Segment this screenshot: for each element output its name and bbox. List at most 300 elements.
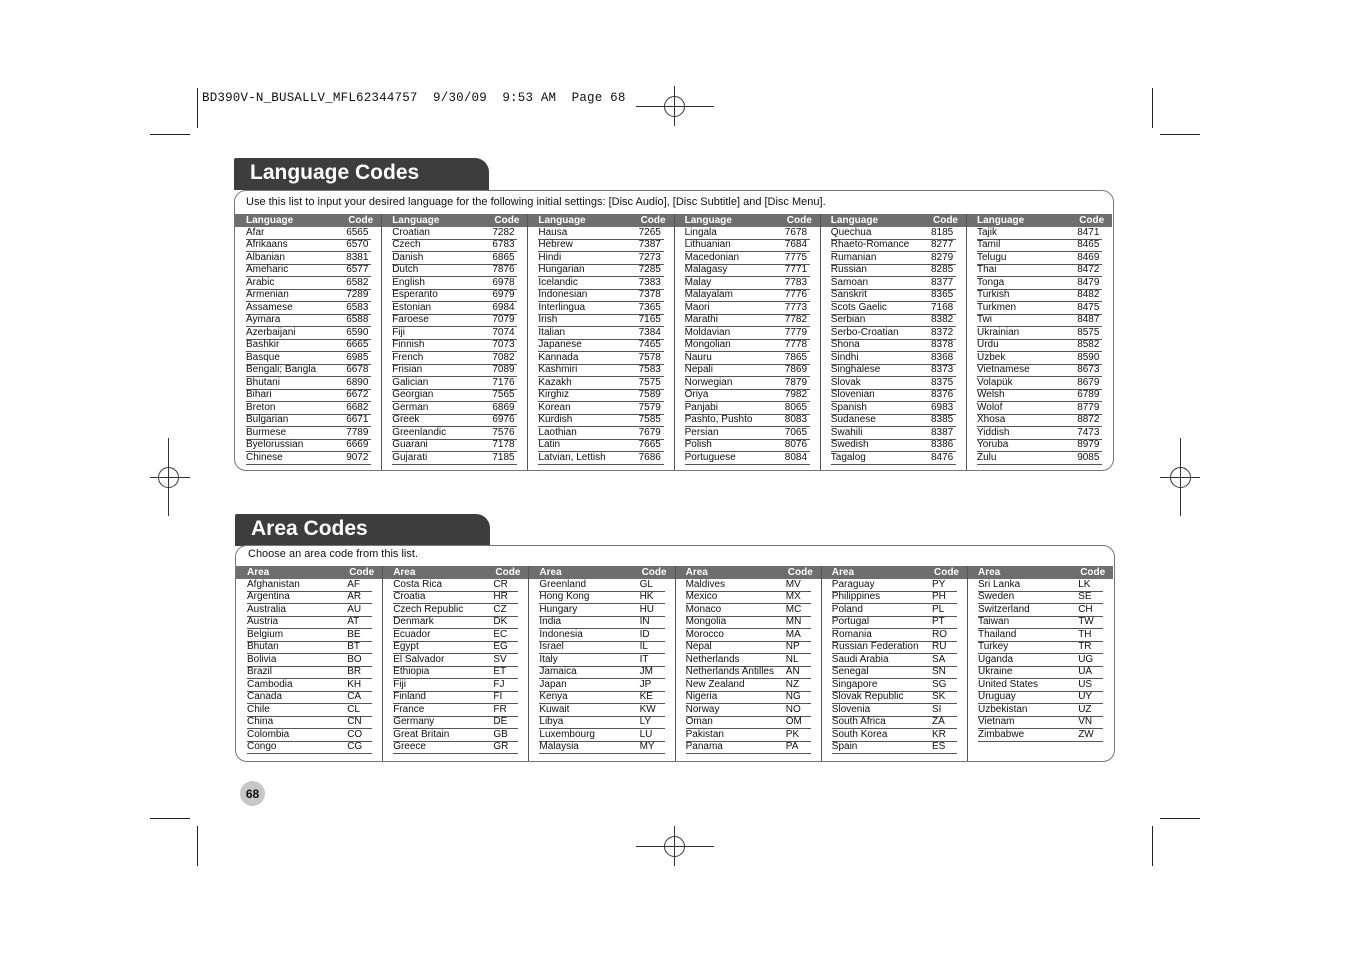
- table-row: [538, 352, 663, 365]
- language-code: 6588: [346, 314, 369, 326]
- area-code: CZ: [493, 603, 507, 615]
- table-row: [392, 352, 517, 365]
- area-code: DK: [493, 616, 508, 628]
- table-row: [392, 390, 517, 403]
- language-name: Macedonian: [684, 251, 740, 263]
- table-row: [392, 290, 517, 303]
- area-name: Belgium: [247, 628, 284, 640]
- language-code: 7585: [638, 414, 661, 426]
- table-row: [686, 592, 811, 605]
- header-code: Code: [932, 215, 958, 226]
- language-name: Wolof: [977, 401, 1003, 413]
- language-code: 6890: [346, 376, 369, 388]
- header-code: Code: [640, 215, 666, 226]
- language-name: Polish: [684, 439, 712, 451]
- area-name: Brazil: [247, 666, 273, 678]
- area-name: Switzerland: [978, 603, 1030, 615]
- table-row: [392, 265, 517, 278]
- language-name: Uzbek: [977, 351, 1006, 363]
- area-code: HK: [639, 591, 654, 603]
- language-name: Czech: [392, 239, 421, 251]
- area-code: SA: [931, 653, 946, 665]
- table-row: [247, 592, 372, 605]
- language-code: 7065: [784, 426, 808, 438]
- area-code: UG: [1078, 653, 1094, 665]
- language-code: 7982: [784, 389, 808, 401]
- area-code: LU: [639, 728, 653, 740]
- language-name: Singhalese: [830, 364, 881, 376]
- language-code: 8487: [1077, 314, 1100, 326]
- area-column: [967, 566, 1113, 742]
- area-code: CR: [493, 578, 508, 590]
- table-row: [393, 742, 518, 755]
- area-code: ES: [931, 741, 946, 753]
- language-name: Bihari: [246, 389, 272, 401]
- language-code: 7282: [492, 226, 515, 238]
- area-code: SV: [493, 653, 507, 665]
- table-row: [247, 579, 372, 592]
- table-row: [978, 667, 1103, 680]
- area-name: Costa Rica: [393, 578, 443, 590]
- language-code: 7473: [1077, 426, 1100, 438]
- language-code: 7775: [784, 251, 808, 263]
- language-name: Finnish: [392, 339, 425, 351]
- table-row: [831, 340, 956, 353]
- language-name: Faroese: [392, 314, 429, 326]
- area-code: EC: [493, 628, 508, 640]
- table-row: [977, 340, 1102, 353]
- area-name: Norway: [685, 703, 720, 715]
- area-code: PA: [785, 741, 799, 753]
- area-code: NL: [785, 653, 799, 665]
- area-name: Hungary: [539, 603, 578, 615]
- table-row: [977, 440, 1102, 453]
- table-row: [832, 629, 957, 642]
- table-row: [246, 340, 371, 353]
- area-name: Malaysia: [539, 741, 579, 753]
- area-name: Fiji: [393, 678, 406, 690]
- language-name: Malagasy: [684, 264, 728, 276]
- table-row: [538, 290, 663, 303]
- language-name: Kashmiri: [538, 364, 578, 376]
- header-name: Area: [539, 567, 562, 578]
- crop-mark: [150, 134, 190, 135]
- language-name: Bulgarian: [246, 414, 289, 426]
- table-row: [978, 704, 1103, 717]
- table-row: [685, 452, 810, 465]
- language-name: Estonian: [392, 301, 432, 313]
- table-row: [392, 365, 517, 378]
- language-code: 8479: [1077, 276, 1100, 288]
- area-code: IL: [639, 641, 648, 653]
- area-column-header: [528, 566, 674, 579]
- table-row: [686, 729, 811, 742]
- table-row: [978, 692, 1103, 705]
- table-row: [246, 427, 371, 440]
- table-row: [831, 365, 956, 378]
- table-row: [831, 402, 956, 415]
- table-row: [977, 415, 1102, 428]
- table-row: [832, 579, 957, 592]
- table-row: [832, 654, 957, 667]
- language-name: Swahili: [830, 426, 863, 438]
- language-name: Greek: [392, 414, 420, 426]
- area-code: FJ: [493, 678, 505, 690]
- language-code: 7779: [784, 326, 808, 338]
- table-row: [831, 240, 956, 253]
- area-column-header: [675, 566, 821, 579]
- table-row: [247, 729, 372, 742]
- language-name: Nauru: [684, 351, 712, 363]
- language-name: Welsh: [977, 389, 1005, 401]
- area-column: [821, 566, 967, 754]
- language-name: Swedish: [830, 439, 869, 451]
- area-name: Bolivia: [247, 653, 277, 665]
- language-code: 7465: [638, 339, 661, 351]
- table-row: [246, 277, 371, 290]
- table-row: [538, 377, 663, 390]
- language-code: 8373: [930, 364, 954, 376]
- table-row: [538, 365, 663, 378]
- area-name: Sri Lanka: [978, 578, 1021, 590]
- language-code: 8378: [930, 339, 954, 351]
- language-name: Indonesian: [538, 289, 588, 301]
- area-code: OM: [785, 716, 802, 728]
- table-row: [685, 340, 810, 353]
- area-name: Uruguay: [978, 691, 1016, 703]
- area-name: Greenland: [539, 578, 587, 590]
- language-code: 8368: [930, 351, 954, 363]
- table-row: [977, 427, 1102, 440]
- table-row: [686, 692, 811, 705]
- area-code: AR: [347, 591, 362, 603]
- table-row: [539, 592, 664, 605]
- area-code: UA: [1078, 666, 1093, 678]
- area-name: Russian Federation: [831, 641, 919, 653]
- table-row: [538, 240, 663, 253]
- table-row: [393, 717, 518, 730]
- table-row: [685, 277, 810, 290]
- language-column-header: [820, 214, 966, 227]
- table-row: [393, 629, 518, 642]
- header-name: Language: [392, 215, 440, 226]
- table-row: [538, 265, 663, 278]
- header-name: Language: [538, 215, 586, 226]
- area-name: Poland: [831, 603, 863, 615]
- language-name: Irish: [538, 314, 558, 326]
- header-name: Language: [246, 215, 294, 226]
- table-row: [247, 604, 372, 617]
- column-divider: [527, 214, 528, 470]
- column-divider: [675, 566, 676, 761]
- language-column: [527, 214, 673, 465]
- table-row: [686, 617, 811, 630]
- area-code: AT: [347, 616, 360, 628]
- area-name: Romania: [831, 628, 872, 640]
- table-row: [538, 252, 663, 265]
- table-row: [831, 427, 956, 440]
- area-code: GB: [493, 728, 508, 740]
- language-code: 6984: [492, 301, 515, 313]
- area-column-header: [821, 566, 967, 579]
- language-code: 7289: [346, 289, 369, 301]
- column-divider: [967, 566, 968, 761]
- table-row: [539, 579, 664, 592]
- language-code: 8377: [930, 276, 954, 288]
- area-code: TH: [1078, 628, 1092, 640]
- language-code: 6789: [1077, 389, 1100, 401]
- language-name: Dutch: [392, 264, 419, 276]
- area-code: KW: [639, 703, 656, 715]
- language-name: Gujarati: [392, 451, 428, 463]
- area-code: PL: [931, 603, 945, 615]
- table-row: [978, 679, 1103, 692]
- language-code: 8375: [930, 376, 954, 388]
- language-column-header: [235, 214, 381, 227]
- area-code: RO: [931, 628, 947, 640]
- table-row: [393, 704, 518, 717]
- language-code: 7684: [784, 239, 808, 251]
- table-row: [538, 390, 663, 403]
- language-code: 8387: [930, 426, 954, 438]
- language-code: 8372: [930, 326, 954, 338]
- table-row: [977, 290, 1102, 303]
- area-code: GR: [493, 741, 509, 753]
- area-code: MA: [785, 628, 801, 640]
- header-code: Code: [1080, 567, 1106, 578]
- area-name: Kuwait: [539, 703, 570, 715]
- table-row: [392, 240, 517, 253]
- language-codes-intro: Use this list to input your desired language for the following initial settings: [Disc Audio], [Disc Subtitle] and [Disc Menu].: [246, 196, 826, 208]
- table-row: [832, 617, 957, 630]
- language-code: 8472: [1077, 264, 1100, 276]
- language-name: Korean: [538, 401, 571, 413]
- language-name: Scots Gaelic: [830, 301, 887, 313]
- table-row: [685, 390, 810, 403]
- area-name: Libya: [539, 716, 564, 728]
- column-divider: [381, 214, 382, 470]
- crop-mark: [1152, 826, 1153, 866]
- language-code: 6671: [346, 414, 369, 426]
- table-row: [685, 415, 810, 428]
- area-name: Taiwan: [978, 616, 1010, 628]
- language-name: Armenian: [246, 289, 289, 301]
- language-name: Chinese: [246, 451, 283, 463]
- area-code: HU: [639, 603, 655, 615]
- language-name: Persian: [684, 426, 719, 438]
- area-column: [675, 566, 821, 754]
- area-code: US: [1078, 678, 1093, 690]
- language-code: 8076: [784, 439, 808, 451]
- area-code: GL: [639, 578, 653, 590]
- language-column-header: [527, 214, 673, 227]
- area-code: KE: [639, 691, 653, 703]
- area-name: Thailand: [978, 628, 1017, 640]
- language-code: 6783: [492, 239, 515, 251]
- table-row: [686, 629, 811, 642]
- table-row: [685, 365, 810, 378]
- table-row: [686, 717, 811, 730]
- table-row: [831, 227, 956, 240]
- table-row: [686, 642, 811, 655]
- language-name: Norwegian: [684, 376, 733, 388]
- table-row: [685, 227, 810, 240]
- language-name: Latin: [538, 439, 561, 451]
- language-code: 8582: [1077, 339, 1100, 351]
- area-name: United States: [978, 678, 1039, 690]
- language-name: Panjabi: [684, 401, 718, 413]
- table-row: [831, 265, 956, 278]
- area-name: Denmark: [393, 616, 434, 628]
- area-name: Czech Republic: [393, 603, 464, 615]
- area-column-header: [236, 566, 382, 579]
- table-row: [246, 365, 371, 378]
- language-column-header: [674, 214, 820, 227]
- table-row: [392, 252, 517, 265]
- area-name: Nigeria: [685, 691, 718, 703]
- area-name: India: [539, 616, 562, 628]
- area-name: Australia: [247, 603, 286, 615]
- table-row: [978, 579, 1103, 592]
- table-row: [686, 667, 811, 680]
- language-name: Oriya: [684, 389, 709, 401]
- table-row: [977, 365, 1102, 378]
- area-code: CL: [347, 703, 360, 715]
- table-row: [393, 592, 518, 605]
- area-name: Vietnam: [978, 716, 1015, 728]
- area-codes-intro: Choose an area code from this list.: [248, 548, 418, 560]
- language-name: Sindhi: [830, 351, 859, 363]
- language-code: 6565: [346, 226, 369, 238]
- crop-mark: [1160, 818, 1200, 819]
- language-code: 8979: [1077, 439, 1100, 451]
- language-name: Laothian: [538, 426, 577, 438]
- table-row: [977, 315, 1102, 328]
- column-divider: [382, 566, 383, 761]
- table-row: [977, 327, 1102, 340]
- area-name: New Zealand: [685, 678, 745, 690]
- table-row: [393, 667, 518, 680]
- language-name: Kurdish: [538, 414, 573, 426]
- table-row: [539, 729, 664, 742]
- language-code: 7879: [784, 376, 808, 388]
- area-code: UZ: [1078, 703, 1092, 715]
- area-name: Hong Kong: [539, 591, 590, 603]
- language-code: 8482: [1077, 289, 1100, 301]
- area-code: TR: [1078, 641, 1092, 653]
- table-row: [539, 629, 664, 642]
- table-row: [686, 704, 811, 717]
- language-code: 7383: [638, 276, 661, 288]
- table-row: [538, 302, 663, 315]
- table-row: [392, 315, 517, 328]
- language-column: [381, 214, 527, 465]
- table-row: [978, 642, 1103, 655]
- area-code: LY: [639, 716, 652, 728]
- area-code: MV: [785, 578, 801, 590]
- language-name: Fiji: [392, 326, 405, 338]
- language-name: Italian: [538, 326, 566, 338]
- area-name: Sweden: [978, 591, 1015, 603]
- table-row: [392, 377, 517, 390]
- area-code: CO: [347, 728, 363, 740]
- table-row: [832, 717, 957, 730]
- area-code: MN: [785, 616, 802, 628]
- language-name: Hindi: [538, 251, 562, 263]
- area-column: [236, 566, 382, 754]
- table-row: [978, 617, 1103, 630]
- area-code: BR: [347, 666, 362, 678]
- language-name: Sanskrit: [830, 289, 867, 301]
- language-name: Yiddish: [977, 426, 1010, 438]
- language-code: 7869: [784, 364, 808, 376]
- language-code: 7378: [638, 289, 661, 301]
- area-code: BT: [347, 641, 360, 653]
- area-code: PK: [785, 728, 800, 740]
- language-name: Aymara: [246, 314, 281, 326]
- language-code: 7365: [638, 301, 661, 313]
- area-code: NG: [785, 691, 801, 703]
- table-row: [832, 742, 957, 755]
- crop-mark: [197, 88, 198, 128]
- language-name: Croatian: [392, 226, 430, 238]
- language-code: 7265: [638, 226, 661, 238]
- header-name: Language: [830, 215, 879, 226]
- table-row: [832, 642, 957, 655]
- language-name: Nepali: [684, 364, 713, 376]
- area-name: Oman: [685, 716, 713, 728]
- table-row: [831, 290, 956, 303]
- table-row: [977, 240, 1102, 253]
- language-name: Albanian: [246, 251, 285, 263]
- language-name: Urdu: [977, 339, 999, 351]
- table-row: [832, 667, 957, 680]
- area-name: Monaco: [685, 603, 722, 615]
- print-slug: BD390V-N_BUSALLV_MFL62344757 9/30/09 9:53 AM Page 68: [202, 91, 626, 105]
- language-code: 8471: [1077, 226, 1100, 238]
- area-code: FR: [493, 703, 507, 715]
- table-row: [977, 402, 1102, 415]
- table-row: [247, 742, 372, 755]
- table-row: [393, 579, 518, 592]
- header-name: Language: [977, 215, 1025, 226]
- area-code: BE: [347, 628, 361, 640]
- language-code: 7578: [638, 351, 661, 363]
- language-code: 7575: [638, 376, 661, 388]
- table-row: [392, 340, 517, 353]
- language-column: [966, 214, 1112, 465]
- table-row: [831, 252, 956, 265]
- language-code: 7565: [492, 389, 515, 401]
- header-name: Area: [247, 567, 270, 578]
- language-name: Byelorussian: [246, 439, 304, 451]
- language-column: [820, 214, 966, 465]
- table-row: [832, 692, 957, 705]
- language-code: 6985: [346, 351, 369, 363]
- language-name: Burmese: [246, 426, 287, 438]
- area-name: Paraguay: [831, 578, 875, 590]
- table-row: [246, 227, 371, 240]
- area-name: Congo: [247, 741, 277, 753]
- language-code: 7776: [784, 289, 808, 301]
- table-row: [538, 327, 663, 340]
- language-code: 7678: [784, 226, 808, 238]
- language-name: Bashkir: [246, 339, 280, 351]
- language-column-header: [381, 214, 527, 227]
- area-code: NZ: [785, 678, 800, 690]
- area-name: Netherlands: [685, 653, 740, 665]
- area-code: PT: [931, 616, 945, 628]
